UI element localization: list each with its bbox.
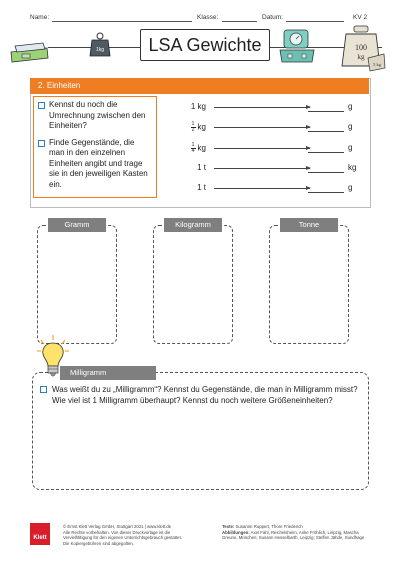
conversion-unit: kg [348, 163, 357, 172]
rights-line: Alle Rechte vorbehalten. Von dieser Druckvorlage ist die [63, 529, 171, 535]
conversion-quantity: 1 t [197, 183, 206, 192]
milligramm-tag: Milligramm [60, 366, 156, 380]
worksheet-code: KV 2 [353, 14, 368, 21]
task-text: Finde Gegenstände, die man in den einzelnen Einheiten angibt und trage sie in den jeweiligen Kasten ein. [49, 137, 148, 189]
conversion-row [180, 122, 370, 134]
tilted-weight-label: 5 kg [373, 62, 381, 67]
footer-copyright [63, 524, 213, 546]
gramm-tag: Gramm [48, 218, 106, 232]
text-credit-label: Texte: [222, 524, 235, 529]
date-line [286, 21, 344, 22]
conversion-row [180, 163, 370, 175]
conversion-row [180, 183, 370, 195]
fraction-denominator: 4 [191, 148, 195, 154]
task-checkbox[interactable] [38, 102, 45, 109]
answer-blank[interactable] [308, 111, 344, 112]
fraction-numerator: 1 [191, 142, 195, 148]
date-label: Datum: [262, 14, 283, 21]
images-credit-value: Axel Fahl, Reichelsheim, Anke Fröhlich, Leipzig, Mascha [250, 529, 359, 535]
task-checkbox[interactable] [40, 386, 47, 393]
large-weights-icon [340, 24, 386, 72]
gramm-box[interactable] [37, 225, 117, 344]
arrow-icon [214, 107, 310, 108]
conversion-quantity [180, 122, 206, 133]
copyright-line: © Ernst Klett Verlag GmbH, Stuttgart 2021 | www.klett.de [63, 524, 172, 529]
big-weight-label-top: 100 [355, 43, 367, 52]
tonne-tag: Tonne [280, 218, 338, 232]
small-weight-label: 1kg [95, 47, 105, 53]
page-title-text: LSA Gewichte [148, 34, 262, 55]
kilogramm-tag: Kilogramm [164, 218, 222, 232]
name-line [52, 21, 192, 22]
name-label: Name: [30, 14, 50, 21]
fraction [191, 122, 196, 133]
text-credit-value: Susanne Ruppert, Thore Friederich [235, 524, 303, 529]
fraction-unit: kg [197, 143, 206, 153]
task-item [38, 100, 152, 132]
conversion-quantity [180, 143, 206, 154]
milligramm-question: Was weißt du zu „Milligramm“? Kennst du Gegenstände, die man in Milligramm misst? Wie viel ist 1 Milligramm überhaupt? Kennst du noch weitere Größeneinheiten? [52, 385, 358, 405]
arrow-icon [214, 188, 310, 189]
conversion-unit: g [348, 183, 353, 192]
page-title [140, 29, 270, 61]
answer-blank[interactable] [308, 192, 344, 193]
images-credit-label: Abbildungen: [222, 529, 250, 535]
klett-logo-text: Klett [33, 535, 47, 541]
images-credit-cont: Greune, München; Susann Hesselbarth, Leipzig; Steffen Jähde, Sundhage [222, 535, 365, 541]
conversion-quantity: 1 t [197, 163, 206, 172]
class-label: Klasse: [197, 14, 219, 21]
fraction-numerator: 1 [191, 121, 195, 127]
section-heading: 2. Einheiten [30, 78, 369, 94]
answer-blank[interactable] [308, 131, 344, 132]
task-item [38, 138, 152, 191]
milligramm-task [40, 384, 358, 406]
fraction-denominator: 2 [191, 127, 195, 133]
footer-credits [222, 524, 392, 541]
conversion-quantity: 1 kg [190, 102, 206, 111]
class-line [222, 21, 257, 22]
task-checkbox[interactable] [38, 140, 45, 147]
klett-logo [30, 523, 50, 545]
big-weight-label-bottom: kg [357, 53, 365, 61]
small-weight-icon [88, 32, 112, 58]
task-box [33, 96, 157, 198]
rights-line: Vervielfältigung für den eigenen Unterrichtsgebrauch gestattet. [63, 535, 182, 541]
arrow-icon [214, 148, 310, 149]
answer-blank[interactable] [308, 152, 344, 153]
rights-line: Die Kopiergebühren sind abgegolten. [63, 540, 134, 546]
fraction-unit: kg [197, 122, 206, 132]
conversion-unit: g [348, 102, 353, 111]
arrow-icon [214, 168, 310, 169]
answer-blank[interactable] [308, 172, 344, 173]
task-text: Kennst du noch die Umrechnung zwischen den Einheiten? [49, 100, 146, 130]
conversion-row [180, 102, 370, 114]
conversion-unit: g [348, 143, 353, 152]
tonne-box[interactable] [269, 225, 349, 344]
conversion-row [180, 143, 370, 155]
balance-scale-icon [276, 28, 318, 66]
kilogramm-box[interactable] [153, 225, 233, 344]
conversion-unit: g [348, 122, 353, 131]
arrow-icon [214, 127, 310, 128]
fraction [191, 143, 196, 154]
scale-icon [8, 36, 50, 64]
